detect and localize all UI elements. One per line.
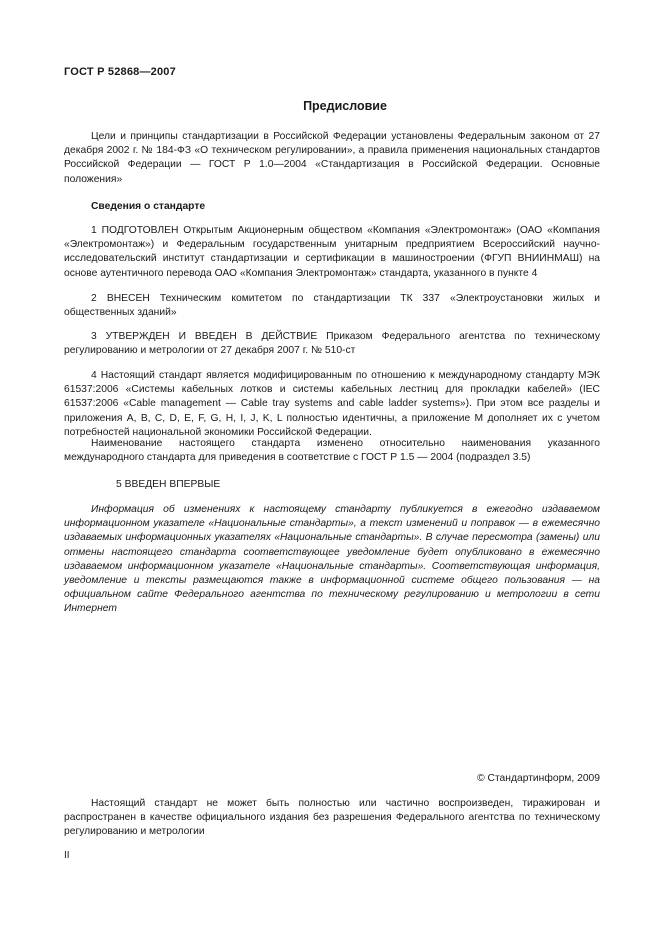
item-2-paragraph: 2 ВНЕСЕН Техническим комитетом по стандартизации ТК 337 «Электроустановки жилых и общественных зданий» — [64, 293, 600, 319]
copyright-line: © Стандартинформ, 2009 — [477, 773, 600, 784]
section-heading: Сведения о стандарте — [91, 201, 206, 212]
item-4-name-paragraph: Наименование настоящего стандарта изменено относительно наименования указанного международного стандарта для приведения в соответствие с ГОСТ Р 1.5 — 2004 (подраздел 3.5) — [64, 438, 600, 464]
reproduction-notice-paragraph: Настоящий стандарт не может быть полностью или частично воспроизведен, тиражирован и распространен в качестве официального издания без разрешения Федерального агентства по техническому регулированию и метрологии — [64, 798, 600, 838]
item-3-paragraph: 3 УТВЕРЖДЕН И ВВЕДЕН В ДЕЙСТВИЕ Приказом Федерального агентства по техническому регулированию и метрологии от 27 декабря 2007 г. № 510-ст — [64, 331, 600, 357]
item-1-paragraph: 1 ПОДГОТОВЛЕН Открытым Акционерным обществом «Компания «Электромонтаж» (ОАО «Компания «Электромонтаж») и Федеральным государственным унитарным предприятием Всероссийский научно-исследовательский институт стандартизации и сертификации в машиностроении (ФГУП ВНИИНМАШ) на основе аутентичного перевода ОАО «Компания Электромонтаж» стандарта, указанного в пункте 4 — [64, 225, 600, 279]
intro-paragraph: Цели и принципы стандартизации в Российской Федерации установлены Федеральным законом от 27 декабря 2002 г. № 184-ФЗ «О техническом регулировании», а правила применения национальных стандартов Российской Федерации — ГОСТ Р 1.0—2004 «Стандартизация в Российской Федерации. Основные положения» — [64, 131, 600, 185]
item-5-paragraph: 5 ВВЕДЕН ВПЕРВЫЕ — [116, 479, 221, 490]
item-4-paragraph: 4 Настоящий стандарт является модифицированным по отношению к международному стандарту МЭК 61537:2006 «Системы кабельных лотков и системы кабельных лестниц для прокладки кабелей» (IEC 61537:2006 «Cable management — Cable tray systems and cable ladder systems»). При этом все разделы и приложения A, B, C, D, E, F, G, H, I, J, K, L полностью идентичны, а приложение M дополняет их с учетом потребностей национальной экономики Российской Федерации. — [64, 370, 600, 438]
info-notice-paragraph: Информация об изменениях к настоящему стандарту публикуется в ежегодно издаваемом информационном указателе «Национальные стандарты», а текст изменений и поправок — в ежемесячно издаваемых информационных указателях «Национальные стандарты». В случае пересмотра (замены) или отмены настоящего стандарта соответствующее уведомление будет опубликовано в ежемесячно издаваемом информационном указателе «Национальные стандарты». Соответствующая информация, уведомление и тексты размещаются также в информационной системе общего пользования — на официальном сайте Федерального агентства по техническому регулированию и метрологии в сети Интернет — [64, 504, 600, 615]
page-title: Предисловие — [303, 99, 387, 113]
document-code: ГОСТ Р 52868—2007 — [64, 66, 176, 78]
page-number: II — [64, 850, 70, 861]
